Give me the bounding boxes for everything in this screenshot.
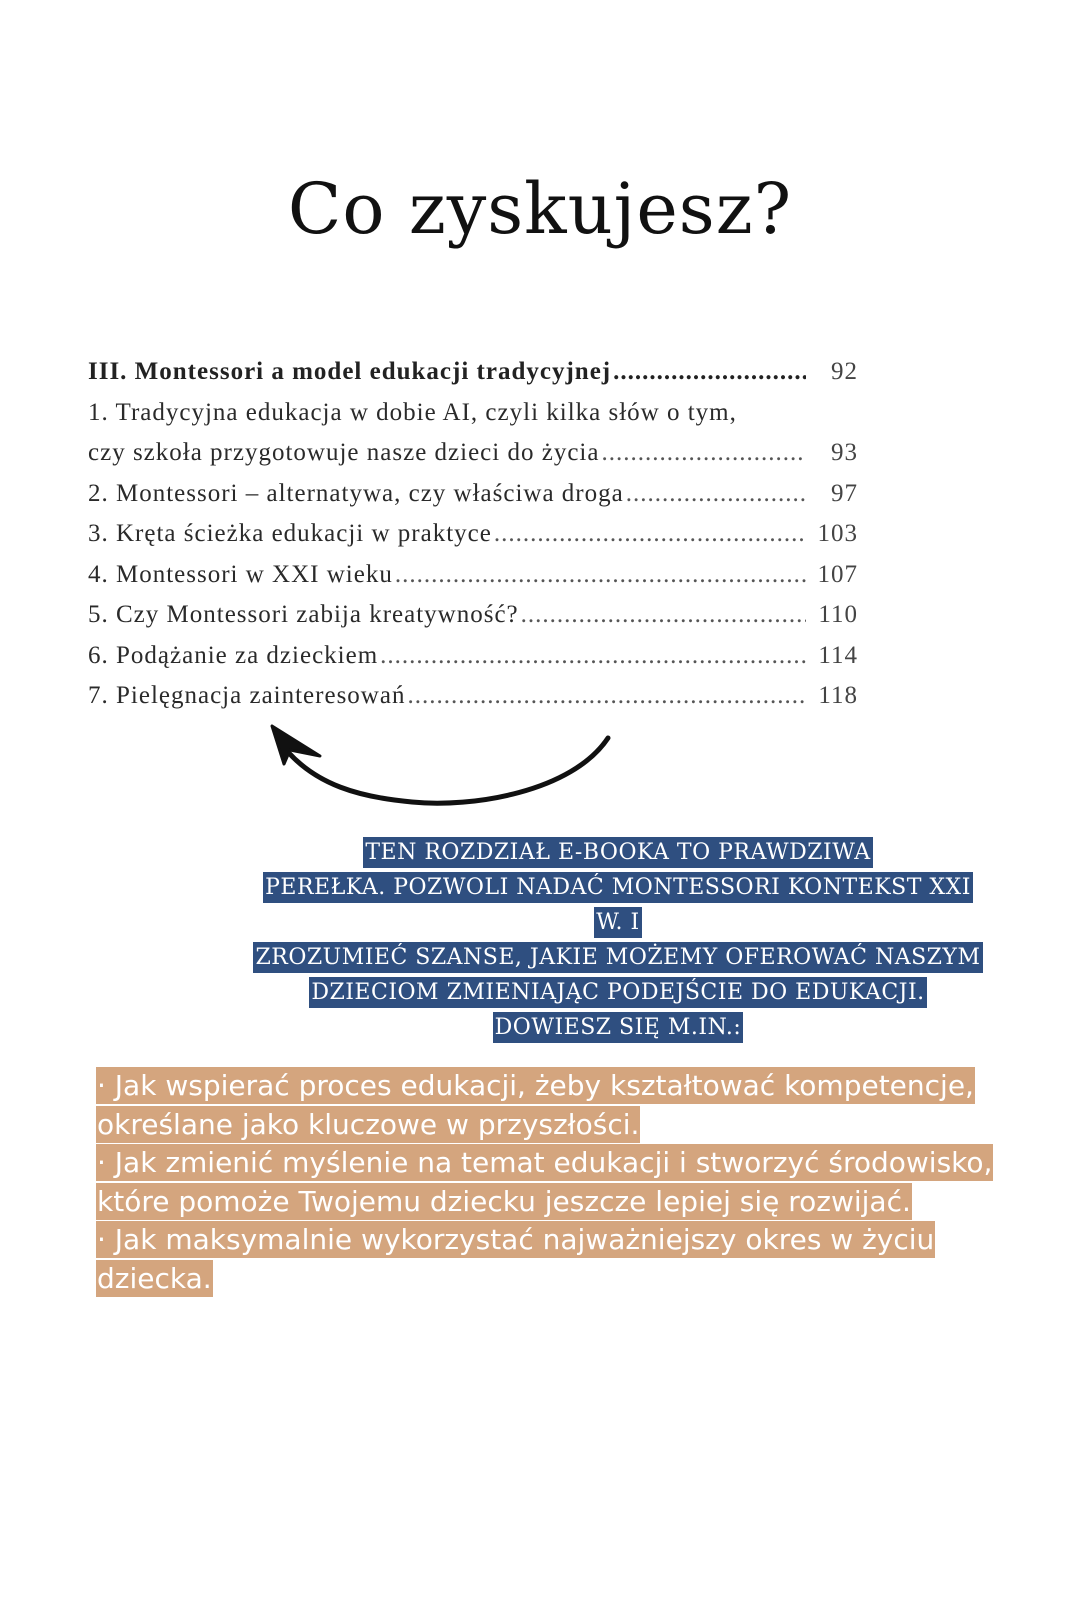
benefit-line: · Jak wspierać proces edukacji, żeby kształtować kompetencje, [97,1069,974,1102]
toc-item-label: 5. Czy Montessori zabija kreatywność? [88,601,519,628]
toc-item-page: 93 [831,439,858,466]
toc-item-page: 97 [831,479,858,507]
toc-item-6 [88,636,858,677]
benefit-line: które pomoże Twojemu dziecku jeszcze lepiej się rozwijać. [97,1184,911,1218]
toc-leader-dots [601,433,806,474]
toc-item-label: 7. Pielęgnacja zainteresowań [88,682,406,709]
benefit-line: dziecka. [97,1261,212,1295]
table-of-contents [88,352,858,717]
intro-line: DZIECIOM ZMIENIAJĄC PODEJŚCIE DO EDUKACJI. [309,977,926,1008]
toc-item-label: 4. Montessori w XXI wieku [88,560,393,588]
benefits-list [96,1067,1001,1298]
toc-item-label: czy szkoła przygotowuje nasze dzieci do życia [88,439,600,466]
benefit-line: · Jak maksymalnie wykorzystać najważniejszy okres w życiu [97,1223,935,1256]
toc-leader-dots [380,636,806,677]
intro-line: DOWIESZ SIĘ M.IN.: [493,1012,744,1043]
toc-item-page: 114 [818,641,858,669]
toc-leader-dots [407,676,806,717]
toc-leader-dots [521,595,806,636]
toc-item-page: 110 [818,601,858,628]
toc-leader-dots [395,555,806,596]
page-title: Co zyskujesz? [287,168,793,250]
toc-heading-page: 92 [831,358,858,385]
benefit-line: · Jak zmienić myślenie na temat edukacji i stworzyć środowisko, [97,1146,993,1179]
chapter-intro-callout [248,835,988,1045]
toc-item-label: 1. Tradycyjna edukacja w dobie AI, czyli kilka słów o tym, [88,398,737,426]
toc-chapter-heading [88,352,858,393]
toc-item-2 [88,474,858,515]
toc-item-4 [88,555,858,596]
toc-item-1-second-line [88,433,858,474]
toc-item-label: 3. Kręta ścieżka edukacji w praktyce [88,520,492,547]
toc-item-page: 107 [817,560,858,588]
toc-heading-label: III. Montessori a model edukacji tradycyjnej [88,358,612,385]
toc-leader-dots [494,514,806,555]
toc-item-label: 2. Montessori – alternatywa, czy właściwa droga [88,479,624,507]
intro-line: TEN ROZDZIAŁ E-BOOKA TO PRAWDZIWA [363,837,872,868]
toc-item-page: 103 [817,520,858,547]
toc-item-label: 6. Podążanie za dzieckiem [88,641,379,669]
toc-item-3 [88,514,858,555]
toc-item-page: 118 [818,682,858,709]
toc-leader-dots [613,352,806,393]
toc-leader-dots [626,474,806,515]
intro-line: PEREŁKA. POZWOLI NADAĆ MONTESSORI KONTEKST XXI W. I [263,872,973,938]
curved-arrow-icon [262,722,622,822]
benefit-line: określane jako kluczowe w przyszłości. [97,1107,640,1141]
toc-item-5 [88,595,858,636]
toc-item-7 [88,676,858,717]
toc-item-1-first-line [88,393,858,434]
intro-line: ZROZUMIEĆ SZANSE, JAKIE MOŻEMY OFEROWAĆ NASZYM [253,942,982,973]
